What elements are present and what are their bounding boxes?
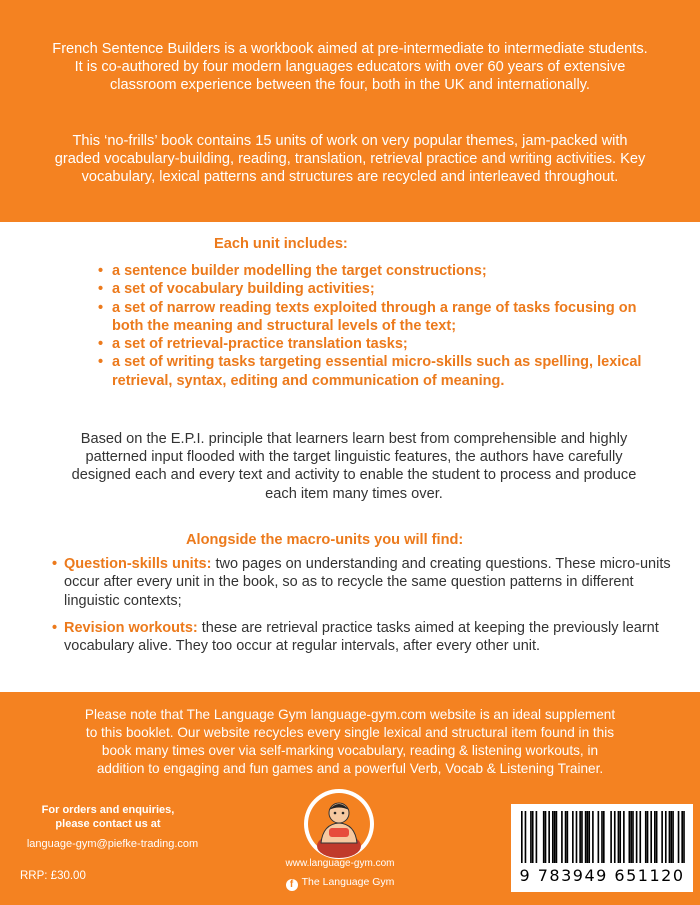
barcode-bar (654, 811, 656, 863)
barcode-bar (588, 811, 590, 863)
barcode-bar (567, 811, 569, 863)
barcode-bar (579, 811, 581, 863)
barcode-bar (632, 811, 634, 863)
intro-paragraph-2: This ‘no-frills’ book contains 15 units of work on very popular themes, jam-packed with graded vocabulary-building, reading, translation, retrieval practice and writing activities. Key vocabulary, lexical patterns and structures are recycled and interleaved throughout. (54, 133, 646, 186)
isbn-barcode (511, 804, 693, 892)
barcode-bar (552, 811, 554, 863)
barcode-bar (603, 811, 605, 863)
content-section (0, 222, 700, 692)
barcode-bar (545, 811, 547, 863)
barcode-bar (650, 811, 652, 863)
barcode-bar (645, 811, 647, 863)
macro-heading: Alongside the macro-units you will find: (186, 532, 464, 548)
contact-email: language-gym@piefke-trading.com (26, 838, 199, 850)
question-skills-text: two pages on understanding and creating questions. These micro-units occur after every unit in the book, so as to recycle the same question patterns in different linguistic contexts; (64, 556, 671, 609)
barcode-bar (656, 811, 658, 863)
barcode-bar (532, 811, 534, 863)
barcode-bar (619, 811, 621, 863)
revision-workouts-title: Revision workouts: (64, 620, 198, 636)
barcode-bar (678, 811, 680, 863)
barcode-bar (548, 811, 550, 863)
units-heading: Each unit includes: (214, 236, 348, 252)
barcode-bar (592, 811, 594, 863)
barcode-bar (585, 811, 587, 863)
barcode-bar (681, 811, 683, 863)
revision-workouts-text: these are retrieval practice tasks aimed at keeping the previously learnt vocabulary alive. They too occur at regular intervals, after every other unit. (64, 620, 659, 655)
barcode-bar (576, 811, 578, 863)
language-gym-logo-icon (303, 788, 375, 860)
list-item: • a sentence builder modelling the target constructions; (98, 263, 487, 279)
facebook-line (255, 876, 425, 891)
intro-paragraph-1: French Sentence Builders is a workbook aimed at pre-intermediate to intermediate students. It is co-authored by four modern languages educators with over 60 years of extensive classroom experience between the four, both in the UK and internationally. (52, 41, 648, 94)
list-item: • a set of retrieval-practice translation tasks; (98, 336, 408, 353)
facebook-name: The Language Gym (301, 876, 395, 888)
revision-workouts-item: • Revision workouts: these are retrieval practice tasks aimed at keeping the previously learnt vocabulary alive. They too occur at regular intervals, after every other unit. (52, 620, 659, 655)
barcode-bar (669, 811, 671, 863)
top-orange-band (0, 0, 700, 222)
barcode-bar (623, 811, 625, 863)
barcode-bar (572, 811, 574, 863)
barcode-bar (581, 811, 583, 863)
barcode-bar (610, 811, 612, 863)
barcode-bar (683, 811, 685, 863)
list-item: • a set of vocabulary building activities; (98, 281, 375, 298)
barcode-bar (556, 811, 558, 863)
barcode-bar (601, 811, 603, 863)
barcode-bar (598, 811, 600, 863)
barcode-bar (561, 811, 563, 863)
barcode-bar (543, 811, 545, 863)
barcode-bar (525, 811, 527, 863)
barcode-bar (639, 811, 641, 863)
barcode-bar (565, 811, 567, 863)
epi-paragraph: Based on the E.P.I. principle that learners learn best from comprehensible and highly patterned input flooded with the target linguistic features, the authors have carefully designed each and every text and activity to enable the student to process and produce each item many times over. (71, 431, 637, 502)
barcode-bar (647, 811, 649, 863)
barcode-bar (587, 811, 589, 863)
barcode-bar (614, 811, 616, 863)
facebook-icon: f (286, 879, 298, 891)
price: RRP: £30.00 (20, 870, 86, 882)
website-note: Please note that The Language Gym language-gym.com website is an ideal supplement to this booklet. Our website recycles every single lexical and structural item found in this book many times over via self-marking vocabulary, reading & listening workouts, in addition to engaging and fun games and a powerful Verb, Vocab & Listening Trainer. (84, 707, 616, 776)
barcode-bar (672, 811, 674, 863)
orders-line-2: please contact us at (55, 818, 161, 830)
question-skills-item: • Question-skills units: two pages on understanding and creating questions. These micro-units occur after every unit in the book, so as to recycle the same question patterns in different linguistic contexts; (52, 556, 671, 609)
barcode-bar (521, 811, 523, 863)
barcode-bar (530, 811, 532, 863)
website-url: www.language-gym.com (285, 858, 395, 869)
barcode-bars (521, 811, 685, 863)
barcode-bar (661, 811, 663, 863)
units-list (98, 262, 658, 390)
list-item: • a set of writing tasks targeting essential micro-skills such as spelling, lexical retrieval, syntax, editing and communication of meaning. (98, 354, 642, 389)
barcode-bar (618, 811, 620, 863)
barcode-bar (630, 811, 632, 863)
orders-info (18, 803, 198, 831)
barcode-bar (629, 811, 631, 863)
barcode-bar (665, 811, 667, 863)
orders-line-1: For orders and enquiries, (41, 804, 175, 816)
barcode-bar (554, 811, 556, 863)
barcode-bar (536, 811, 538, 863)
isbn-number: 9 783949 651120 (519, 866, 685, 885)
list-item: • a set of narrow reading texts exploited through a range of tasks focusing on both the meaning and structural levels of the text; (98, 299, 637, 334)
barcode-bar (670, 811, 672, 863)
barcode-bar (636, 811, 638, 863)
bottom-orange-band (0, 692, 700, 905)
question-skills-title: Question-skills units: (64, 556, 212, 572)
